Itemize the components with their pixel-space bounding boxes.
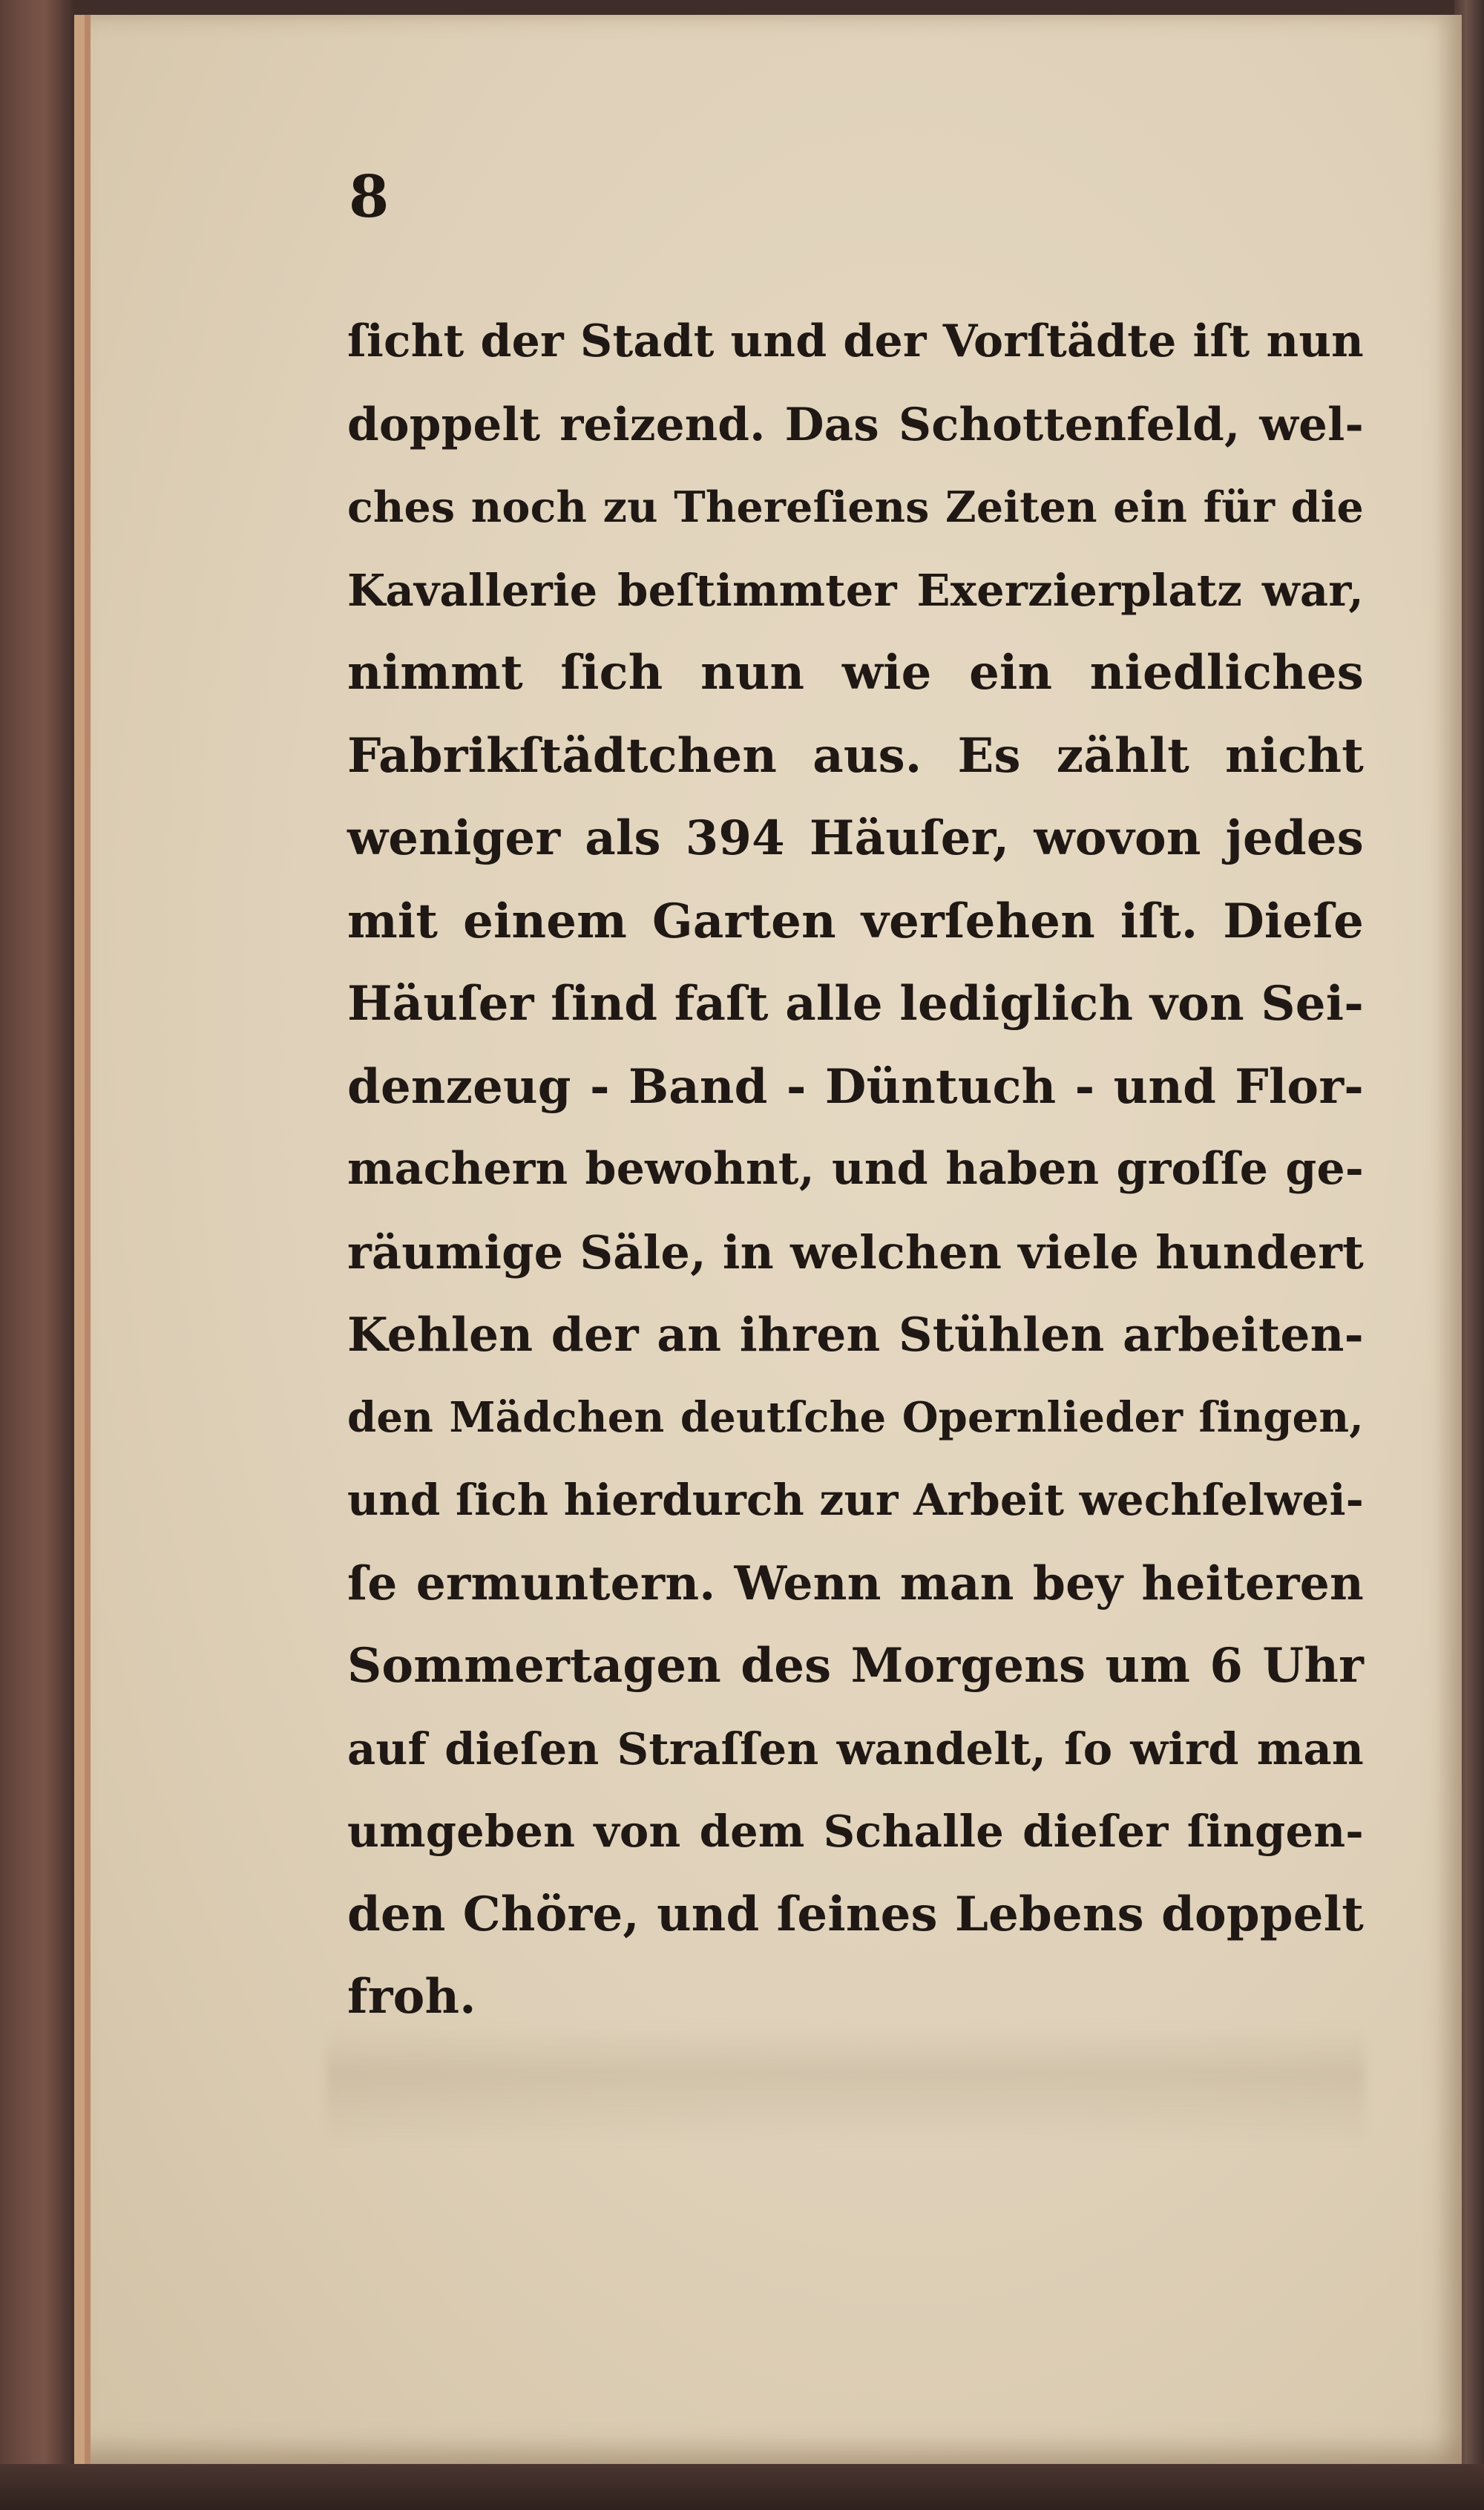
body-text — [347, 301, 1364, 2039]
text-line: machern bewohnt, und haben groſſe ge- — [347, 1143, 1364, 1195]
text-line: ſe ermuntern. Wenn man bey heiteren — [347, 1555, 1364, 1610]
page-number: 8 — [349, 163, 390, 231]
text-line: Kehlen der an ihren Stühlen arbeiten- — [347, 1307, 1364, 1362]
text-line: doppelt reizend. Das Schottenfeld, wel- — [347, 398, 1364, 451]
text-line: Häuſer ſind faſt alle lediglich von Sei- — [347, 976, 1364, 1032]
text-line: ches noch zu Thereſiens Zeiten ein für die — [347, 482, 1364, 532]
text-line: froh. — [347, 1969, 476, 2025]
text-line: räumige Säle, in welchen viele hundert — [347, 1225, 1364, 1279]
text-line: Kavallerie beſtimmter Exerzierplatz war, — [347, 564, 1364, 616]
text-line: und ſich hierdurch zur Arbeit wechſelwei- — [347, 1475, 1364, 1525]
text-line: Sommertagen des Morgens um 6 Uhr — [347, 1638, 1364, 1694]
text-line: weniger als 394 Häuſer, wovon jedes — [347, 810, 1364, 866]
text-line: Fabrikſtädtchen aus. Es zählt nicht — [347, 727, 1364, 784]
text-line: ſicht der Stadt und der Vorſtädte iſt nun — [347, 315, 1364, 367]
text-line: mit einem Garten verſehen iſt. Dieſe — [347, 893, 1364, 949]
page-bottom-edge — [0, 2464, 1484, 2510]
text-line: denzeug - Band - Düntuch - und Flor- — [347, 1058, 1364, 1115]
text-line: den Chöre, und ſeines Lebens doppelt — [347, 1886, 1364, 1942]
text-line: nimmt ſich nun wie ein niedliches — [347, 645, 1364, 701]
show-through-bleed — [326, 2026, 1365, 2145]
text-line: umgeben von dem Schalle dieſer ſingen- — [347, 1806, 1364, 1857]
text-line: den Mädchen deutſche Opernlieder ſingen, — [347, 1392, 1364, 1442]
text-line: auf dieſen Straſſen wandelt, ſo wird man — [347, 1723, 1364, 1775]
